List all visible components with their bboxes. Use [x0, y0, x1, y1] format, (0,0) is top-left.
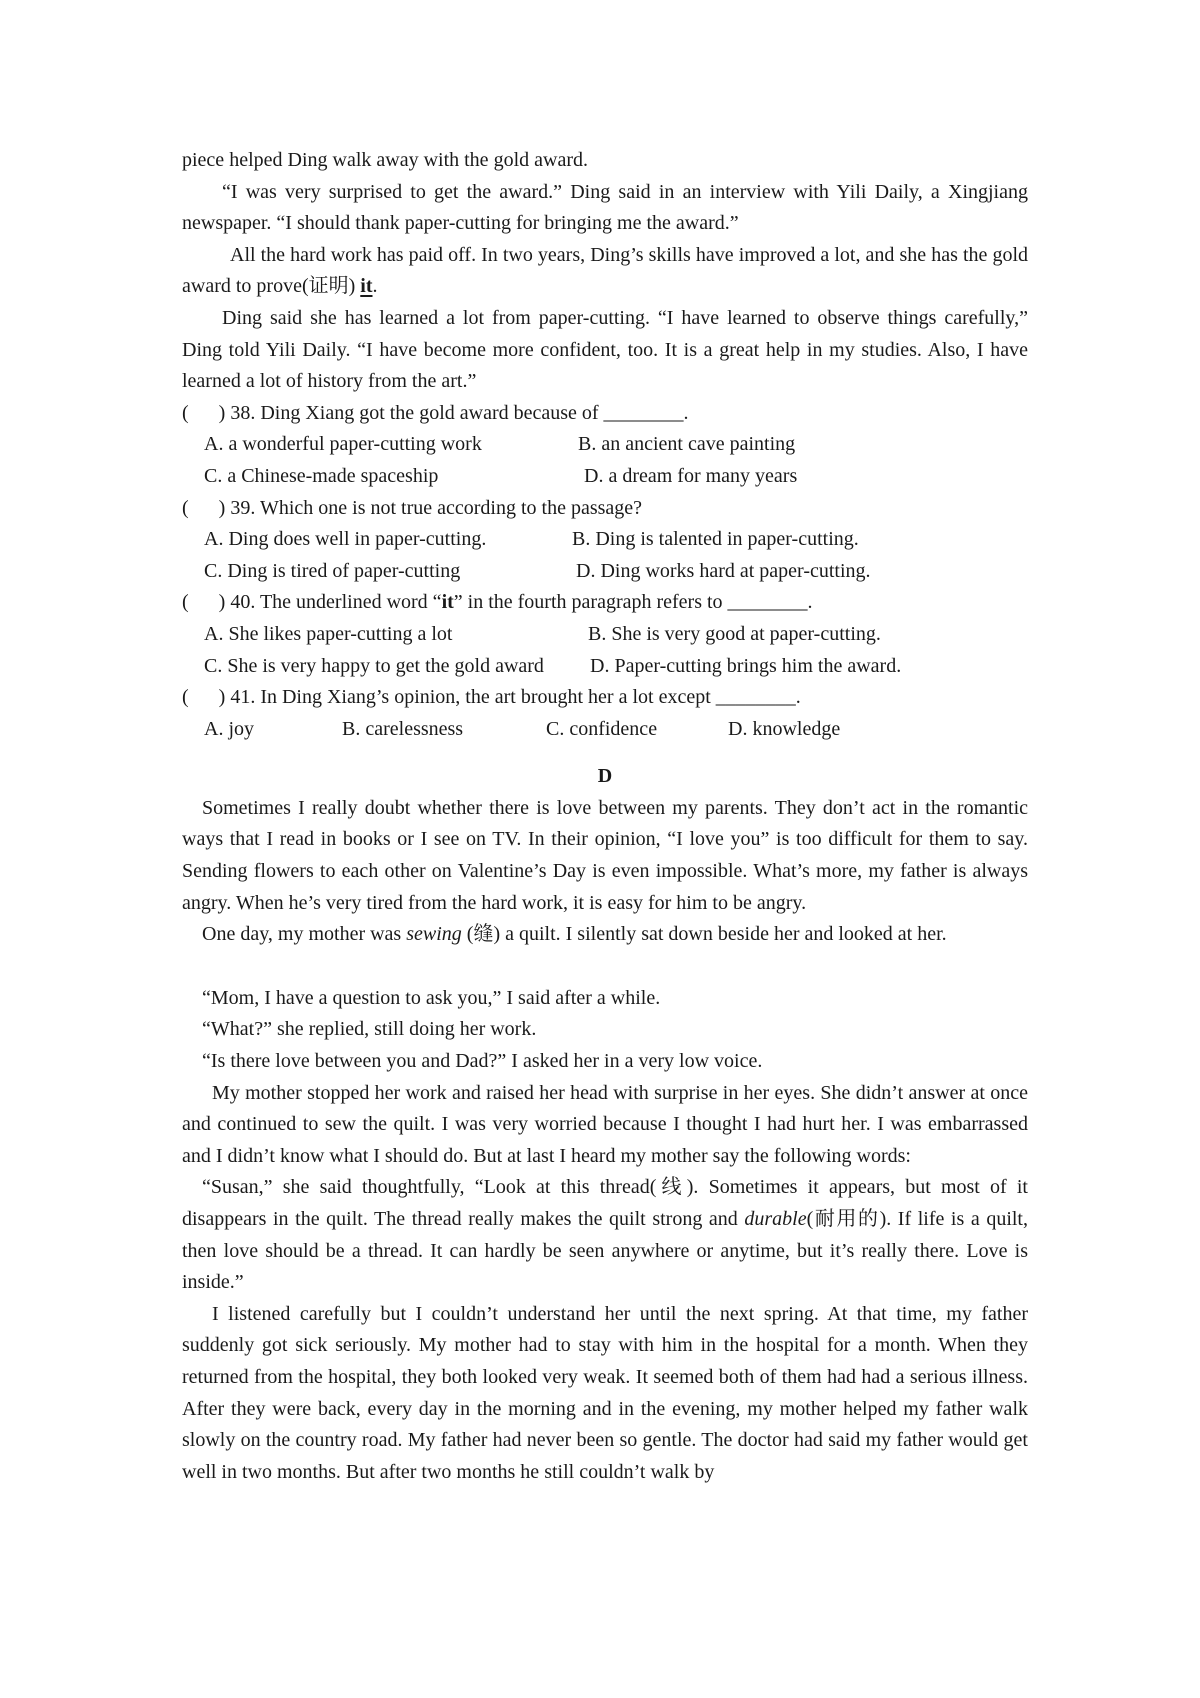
option-d: D. a dream for many years — [584, 464, 798, 487]
question-40-options-row-2 — [182, 651, 1028, 683]
question-40-stem — [182, 587, 1028, 619]
dialogue-line-1: “Mom, I have a question to ask you,” I said after a while. — [202, 986, 661, 1009]
paragraph-2: “I was very surprised to get the award.” Ding said in an interview with Yili Daily, a Xingjiang newspaper. “I should thank paper-cutting for bringing me the award.” — [182, 180, 1028, 235]
question-40-stem-it: it — [441, 591, 454, 614]
paragraph-4: Ding said she has learned a lot from paper-cutting. “I have learned to observe things carefully,” Ding told Yili Daily. “I have become more confident, too. It is a great help in my studies. Also, I have learned a lot of history from the art.” — [182, 306, 1028, 393]
underlined-it: it — [360, 275, 373, 298]
option-a: A. joy — [204, 717, 254, 740]
option-b: B. carelessness — [342, 717, 464, 740]
section-heading: D — [597, 765, 613, 788]
question-40-stem-start: ( ) 40. The underlined word “ — [182, 591, 442, 614]
option-c: C. She is very happy to get the gold award — [204, 654, 544, 677]
dialogue-line-2: “What?” she replied, still doing her work. — [202, 1018, 537, 1041]
question-38-options-row-2 — [182, 461, 1028, 493]
passage-d-paragraph-7 — [182, 1172, 1028, 1298]
paragraph-3-text: All the hard work has paid off. In two years, Ding’s skills have improved a lot, and she has the gold award to prove(证明) — [182, 243, 1028, 298]
option-d: D. Paper-cutting brings him the award. — [590, 654, 902, 677]
italic-sewing: sewing — [406, 923, 462, 946]
question-39-stem: ( ) 39. Which one is not true according to the passage? — [182, 496, 643, 519]
dialogue-line-3: “Is there love between you and Dad?” I asked her in a very low voice. — [202, 1050, 763, 1073]
paragraph-7-end: (耐用的). If life is a quilt, then love should be a thread. It can hardly be seen anywhere or anytime, but it’s really there. Love is inside.” — [182, 1208, 1028, 1294]
question-39-options-row-2 — [182, 556, 1028, 588]
question-41 — [182, 682, 1028, 745]
option-b: B. Ding is talented in paper-cutting. — [572, 528, 859, 551]
option-d: D. Ding works hard at paper-cutting. — [576, 559, 871, 582]
question-40-stem-end: ” in the fourth paragraph refers to ________. — [453, 591, 813, 614]
passage-d-paragraph-6: My mother stopped her work and raised her head with surprise in her eyes. She didn’t answer at once and continued to sew the quilt. I was very worried because I thought I had hurt her. I was embarrassed and I didn’t know what I should do. But at last I heard my mother say the following words: — [182, 1081, 1028, 1167]
paragraph-3 — [182, 240, 1028, 303]
passage-d-paragraph-8: I listened carefully but I couldn’t understand her until the next spring. At that time, my father suddenly got sick seriously. My mother had to stay with him in the hospital for a month. When they returned from the hospital, they both looked very weak. It seemed both of them had had a serious illness. After they were back, every day in the morning and in the evening, my mother helped my father walk slowly on the country road. My father had never been so gentle. The doctor had said my father would get well in two months. But after two months he still couldn’t walk by — [182, 1302, 1028, 1483]
question-39 — [182, 493, 1028, 588]
question-38 — [182, 398, 1028, 493]
option-c: C. confidence — [546, 717, 658, 740]
passage-d-paragraph-2 — [182, 919, 1028, 951]
question-38-stem: ( ) 38. Ding Xiang got the gold award because of ________. — [182, 401, 689, 424]
paragraph-3-end: . — [372, 275, 378, 298]
paragraph-1: piece helped Ding walk away with the gold award. — [182, 149, 588, 171]
spacer — [182, 951, 1028, 983]
option-a: A. She likes paper-cutting a lot — [204, 622, 453, 645]
question-41-options — [182, 714, 1028, 746]
question-39-options-row-1 — [182, 524, 1028, 556]
option-b: B. She is very good at paper-cutting. — [588, 622, 881, 645]
option-c: C. Ding is tired of paper-cutting — [204, 559, 461, 582]
option-a: A. a wonderful paper-cutting work — [204, 433, 482, 456]
option-a: A. Ding does well in paper-cutting. — [204, 528, 487, 551]
question-41-stem: ( ) 41. In Ding Xiang’s opinion, the art brought her a lot except ________. — [182, 686, 801, 709]
question-38-options-row-1 — [182, 429, 1028, 461]
paragraph-2-start: One day, my mother was — [202, 923, 407, 946]
question-40 — [182, 587, 1028, 682]
question-40-options-row-1 — [182, 619, 1028, 651]
paragraph-2-end: (缝) a quilt. I silently sat down beside her and looked at her. — [461, 923, 947, 946]
document-page — [182, 145, 1028, 1488]
paragraph-7-start: “Susan,” she said thoughtfully, “Look at this thread(线). Sometimes it appears, but most of it disappears in the quilt. The thread really makes the quilt strong and — [182, 1176, 1028, 1230]
option-c: C. a Chinese-made spaceship — [204, 464, 439, 487]
option-b: B. an ancient cave painting — [578, 433, 796, 456]
italic-durable: durable — [744, 1208, 807, 1230]
passage-d-paragraph-1: Sometimes I really doubt whether there is love between my parents. They don’t act in the romantic ways that I read in books or I see on TV. In their opinion, “I love you” is too difficult for them to say. Sending flowers to each other on Valentine’s Day is even impossible. What’s more, my father is always angry. When he’s very tired from the hard work, it is easy for him to be angry. — [182, 796, 1028, 914]
option-d: D. knowledge — [728, 717, 841, 740]
